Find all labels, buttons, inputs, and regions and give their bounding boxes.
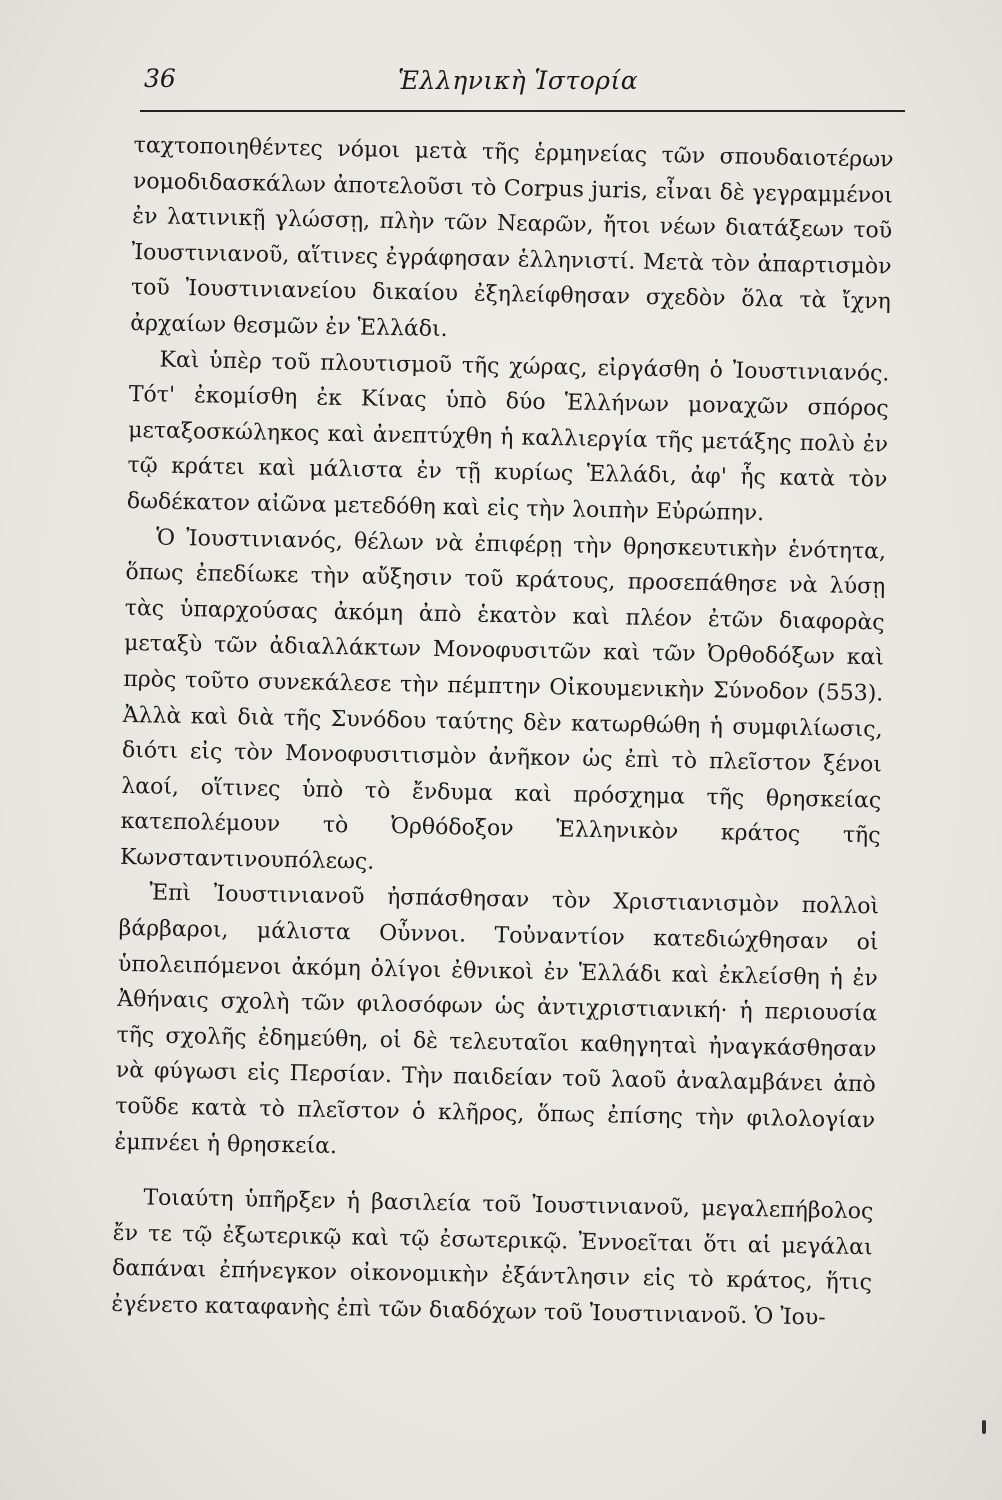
body-text bbox=[108, 128, 893, 1472]
paragraph: Τοιαύτη ὑπῆρξεν ἡ βασιλεία τοῦ Ἰουστινιανοῦ, μεγαλεπήβολος ἔν τε τῷ ἐξωτερικῷ καὶ τῷ ἐσωτερικῷ. Ἐννοεῖται ὅτι αἱ μεγάλαι δαπάναι ἐπήνεγκον οἰκονομικὴν ἐξάντλησιν εἰς τὸ κράτος, ἥτις ἐγένετο καταφανὴς ἐπὶ τῶν διαδόχων τοῦ Ἰουστινιανοῦ. Ὁ Ἰου- bbox=[111, 1185, 874, 1331]
page-number: 36 bbox=[144, 64, 176, 93]
print-speck bbox=[982, 1420, 986, 1434]
paragraph: Ὁ Ἰουστινιανός, θέλων νὰ ἐπιφέρῃ τὴν θρησκευτικὴν ἑνότητα, ὅπως ἐπεδίωκε τὴν αὔξησιν τοῦ κράτους, προσεπάθησε νὰ λύσῃ τὰς ὑπαρχούσας ἀκόμη ἀπὸ ἑκατὸν καὶ πλέον ἐτῶν διαφορὰς μεταξὺ τῶν ἀδιαλλάκτων Μονοφυσιτῶν καὶ τῶν Ὀρθοδόξων καὶ πρὸς τοῦτο συνεκάλεσε τὴν πέμπτην Οἰκουμενικὴν Σύνοδον (553). Ἀλλὰ καὶ διὰ τῆς Συνόδου ταύτης δὲν κατωρθώθη ἡ συμφιλίωσις, διότι εἰς τὸν Μονοφυσιτισμὸν ἀνῆκον ὡς ἐπὶ τὸ πλεῖστον ξένοι λαοί, οἵτινες ὑπὸ τὸ ἔνδυμα καὶ πρόσχημα τῆς θρησκείας κατεπολέμουν τὸ Ὀρθόδοξον Ἑλληνικὸν κράτος τῆς Κωνσταντινουπόλεως. bbox=[119, 525, 887, 875]
page-header bbox=[140, 58, 905, 112]
paragraph: ταχτοποιηθέντες νόμοι μετὰ τῆς ἑρμηνείας τῶν σπουδαιοτέρων νομοδιδασκάλων ἀποτελοῦσι τὸ Corpus juris, εἶναι δὲ γεγραμμένοι ἐν λατινικῇ γλώσσῃ, πλὴν τῶν Νεαρῶν, ἤτοι νέων διατάξεων τοῦ Ἰουστινιανοῦ, αἵτινες ἐγράφησαν ἑλληνιστί. Μετὰ τὸν ἀπαρτισμὸν τοῦ Ἰουστινιανείου δικαίου ἐξηλείφθησαν σχεδὸν ὅλα τὰ ἴχνη ἀρχαίων θεσμῶν ἐν Ἑλλάδι. bbox=[130, 132, 894, 343]
paragraph: Καὶ ὑπὲρ τοῦ πλουτισμοῦ τῆς χώρας, εἰργάσθη ὁ Ἰουστινιανός. Τότ' ἐκομίσθη ἐκ Κίνας ὑπὸ δύο Ἑλλήνων μοναχῶν σπόρος μεταξοσκώληκος καὶ ἀνεπτύχθη ἡ καλλιεργία τῆς μετάξης πολὺ ἐν τῷ κράτει καὶ μάλιστα ἐν τῇ κυρίως Ἑλλάδι, ἀφ' ἧς κατὰ τὸν δωδέκατον αἰῶνα μετεδόθη καὶ εἰς τὴν λοιπὴν Εὐρώπην. bbox=[126, 347, 890, 527]
paragraph: Ἐπὶ Ἰουστινιανοῦ ἠσπάσθησαν τὸν Χριστιανισμὸν πολλοὶ βάρβαροι, μάλιστα Οὖννοι. Τοὐναντίον κατεδιώχθησαν οἱ ὑπολειπόμενοι ἀκόμη ὀλίγοι ἐθνικοὶ ἐν Ἑλλάδι καὶ ἐκλείσθη ἡ ἐν Ἀθήναις σχολὴ τῶν φιλοσόφων ὡς ἀντιχριστιανική· ἡ περιουσία τῆς σχολῆς ἐδημεύθη, οἱ δὲ τελευταῖοι καθηγηταὶ ἠναγκάσθησαν νὰ φύγωσι εἰς Περσίαν. Τὴν παιδείαν τοῦ λαοῦ ἀναλαμβάνει ἀπὸ τοῦδε κατὰ τὸ πλεῖστον ὁ κλῆρος, ὅπως ἐπίσης τὴν φιλολογίαν ἐμπνέει ἡ θρησκεία. bbox=[114, 880, 880, 1159]
running-title: Ἑλληνικὴ Ἱστορία bbox=[398, 66, 639, 95]
